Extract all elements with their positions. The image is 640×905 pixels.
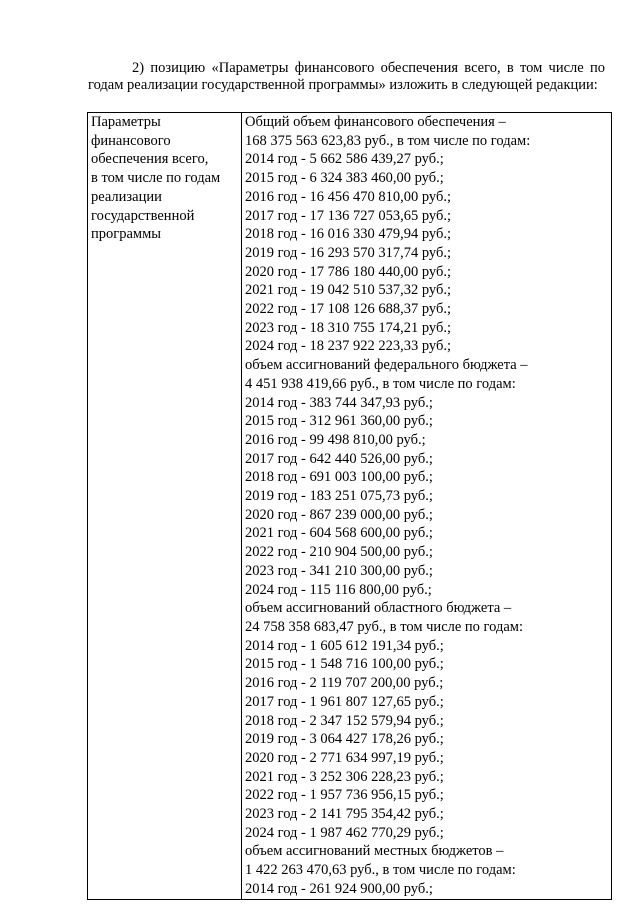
financing-value-line: 2019 год - 16 293 570 317,74 руб.; (245, 244, 452, 261)
financing-value-line: 2015 год - 1 548 716 100,00 руб.; (245, 656, 444, 673)
financing-value-line: Общий объем финансового обеспечения – (245, 114, 506, 130)
financing-parameters-table (87, 112, 612, 900)
financing-value-line: 2020 год - 2 771 634 997,19 руб.; (245, 749, 444, 766)
financing-value-line: 2016 год - 99 498 810,00 руб.; (245, 431, 426, 448)
financing-value-line: 168 375 563 623,83 руб., в том числе по годам: (245, 132, 531, 149)
financing-value-line: 2021 год - 604 568 600,00 руб.; (245, 525, 433, 542)
financing-value-line: 2024 год - 115 116 800,00 руб.; (245, 581, 432, 598)
financing-value-line: 24 758 358 683,47 руб., в том числе по годам: (245, 618, 523, 635)
financing-value-line: 2014 год - 261 924 900,00 руб.; (245, 880, 433, 897)
financing-value-line: 2018 год - 2 347 152 579,94 руб.; (245, 712, 444, 729)
financing-value-line: 2022 год - 1 957 736 956,15 руб.; (245, 787, 444, 804)
financing-value-line: 4 451 938 419,66 руб., в том числе по годам: (245, 375, 516, 392)
parameter-label-line: реализации (91, 188, 162, 205)
financing-value-line: 2019 год - 3 064 427 178,26 руб.; (245, 731, 444, 748)
financing-value-line: 2017 год - 1 961 807 127,65 руб.; (245, 693, 444, 710)
financing-value-line: 2024 год - 18 237 922 223,33 руб.; (245, 338, 452, 355)
financing-value-line: 2015 год - 6 324 383 460,00 руб.; (245, 170, 444, 187)
financing-value-line: объем ассигнований областного бюджета – (245, 600, 512, 617)
parameter-label-line: в том числе по годам (91, 170, 221, 187)
financing-value-line: 1 422 263 470,63 руб., в том числе по годам: (245, 862, 516, 879)
financing-value-line: 2023 год - 341 210 300,00 руб.; (245, 562, 433, 579)
financing-value-line: 2019 год - 183 251 075,73 руб.; (245, 488, 433, 505)
financing-value-line: 2016 год - 16 456 470 810,00 руб.; (245, 188, 452, 205)
financing-value-line: 2021 год - 3 252 306 228,23 руб.; (245, 768, 444, 785)
financing-value-line: 2024 год - 1 987 462 770,29 руб.; (245, 824, 444, 841)
financing-value-line: 2016 год - 2 119 707 200,00 руб.; (245, 675, 444, 692)
intro-paragraph: 2) позицию «Параметры финансового обеспечения всего, в том числе по годам реализации государственной программы» изложить в следующей редакции: (88, 60, 605, 93)
parameter-name-cell (88, 113, 242, 900)
financing-value-line: объем ассигнований федерального бюджета – (245, 357, 528, 374)
parameter-label-line: финансового (91, 132, 171, 149)
financing-value-line: 2018 год - 691 003 100,00 руб.; (245, 469, 433, 486)
financing-value-line: 2020 год - 867 239 000,00 руб.; (245, 506, 433, 523)
financing-value-line: 2018 год - 16 016 330 479,94 руб.; (245, 226, 452, 243)
financing-value-line: 2023 год - 18 310 755 174,21 руб.; (245, 319, 452, 336)
financing-value-line: 2014 год - 1 605 612 191,34 руб.; (245, 637, 444, 654)
parameter-values-cell (242, 113, 612, 900)
parameter-label-line: государственной (91, 207, 195, 224)
financing-value-line: 2015 год - 312 961 360,00 руб.; (245, 413, 433, 430)
financing-value-line: 2020 год - 17 786 180 440,00 руб.; (245, 263, 452, 280)
financing-value-line: 2022 год - 17 108 126 688,37 руб.; (245, 301, 452, 318)
financing-value-line: объем ассигнований местных бюджетов – (245, 843, 504, 860)
financing-value-line: 2023 год - 2 141 795 354,42 руб.; (245, 806, 444, 823)
financing-value-line: 2017 год - 642 440 526,00 руб.; (245, 450, 433, 467)
financing-value-line: 2014 год - 383 744 347,93 руб.; (245, 394, 433, 411)
table-row (88, 113, 612, 900)
financing-value-line: 2021 год - 19 042 510 537,32 руб.; (245, 282, 452, 299)
financing-value-line: 2017 год - 17 136 727 053,65 руб.; (245, 207, 452, 224)
parameter-label-line: обеспечения всего, (91, 151, 209, 168)
parameter-label-line: Параметры (91, 114, 161, 130)
financing-value-line: 2014 год - 5 662 586 439,27 руб.; (245, 151, 444, 168)
parameter-label-line: программы (91, 226, 161, 243)
financing-value-line: 2022 год - 210 904 500,00 руб.; (245, 544, 433, 561)
